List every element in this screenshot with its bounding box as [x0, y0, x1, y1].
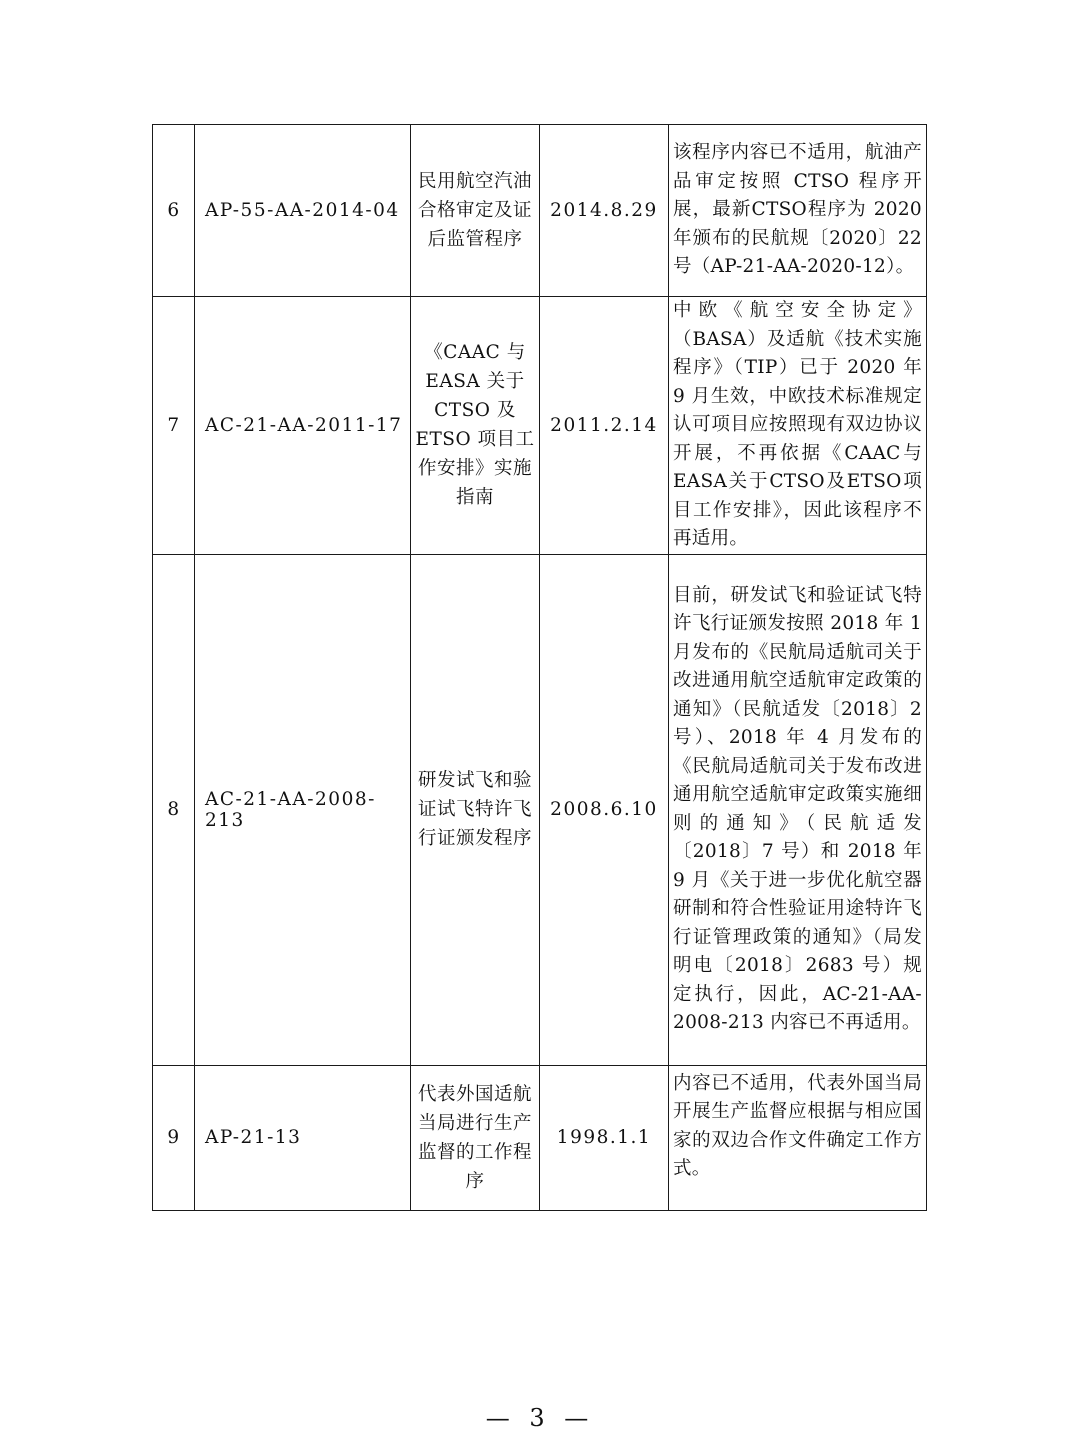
issue-date: 2011.2.14 [540, 297, 669, 555]
table-row [153, 1065, 927, 1210]
document-title: 《CAAC 与 EASA 关于 CTSO 及 ETSO 项目工作安排》实施指南 [411, 297, 540, 555]
issue-date: 2014.8.29 [540, 125, 669, 297]
row-number: 8 [153, 554, 195, 1065]
issue-date: 1998.1.1 [540, 1065, 669, 1210]
row-number: 9 [153, 1065, 195, 1210]
row-number: 6 [153, 125, 195, 297]
document-code: AP-55-AA-2014-04 [195, 125, 411, 297]
regulations-table [152, 124, 927, 1211]
page-number: — 3 — [485, 1404, 595, 1432]
table-row [153, 554, 927, 1065]
issue-date: 2008.6.10 [540, 554, 669, 1065]
document-title: 代表外国适航当局进行生产监督的工作程序 [411, 1065, 540, 1210]
table-row [153, 297, 927, 555]
row-number: 7 [153, 297, 195, 555]
table-row [153, 125, 927, 297]
repeal-reason: 目前，研发试飞和验证试飞特许飞行证颁发按照 2018 年 1 月发布的《民航局适航司关于改进通用航空适航审定政策的通知》（民航适发〔2018〕2 号）、2018 年 4 月发布的《民航局适航司关于发布改进通用航空适航审定政策实施细则的通知》（民航适发〔2018〕7 号）和 2018 年 9 月《关于进一步优化航空器研制和符合性验证用途特许飞行证管理政策的通知》（局发明电〔2018〕2683 号）规定执行，因此，AC-21-AA-2008-213 内容已不再适用。 [669, 554, 927, 1065]
document-title: 民用航空汽油合格审定及证后监管程序 [411, 125, 540, 297]
document-code: AP-21-13 [195, 1065, 411, 1210]
repeal-reason: 中欧《航空安全协定》（BASA）及适航《技术实施程序》（TIP）已于 2020 年 9 月生效，中欧技术标准规定认可项目应按照现有双边协议开展，不再依据《CAAC与EASA关于CTSO及ETSO项目工作安排》，因此该程序不再适用。 [669, 297, 927, 555]
repeal-reason: 内容已不适用，代表外国当局开展生产监督应根据与相应国家的双边合作文件确定工作方式。 [669, 1065, 927, 1210]
repeal-reason: 该程序内容已不适用，航油产品审定按照 CTSO 程序开展，最新CTSO程序为 2020 年颁布的民航规〔2020〕22 号（AP-21-AA-2020-12）。 [669, 125, 927, 297]
document-title: 研发试飞和验证试飞特许飞行证颁发程序 [411, 554, 540, 1065]
document-code: AC-21-AA-2008-213 [195, 554, 411, 1065]
document-code: AC-21-AA-2011-17 [195, 297, 411, 555]
